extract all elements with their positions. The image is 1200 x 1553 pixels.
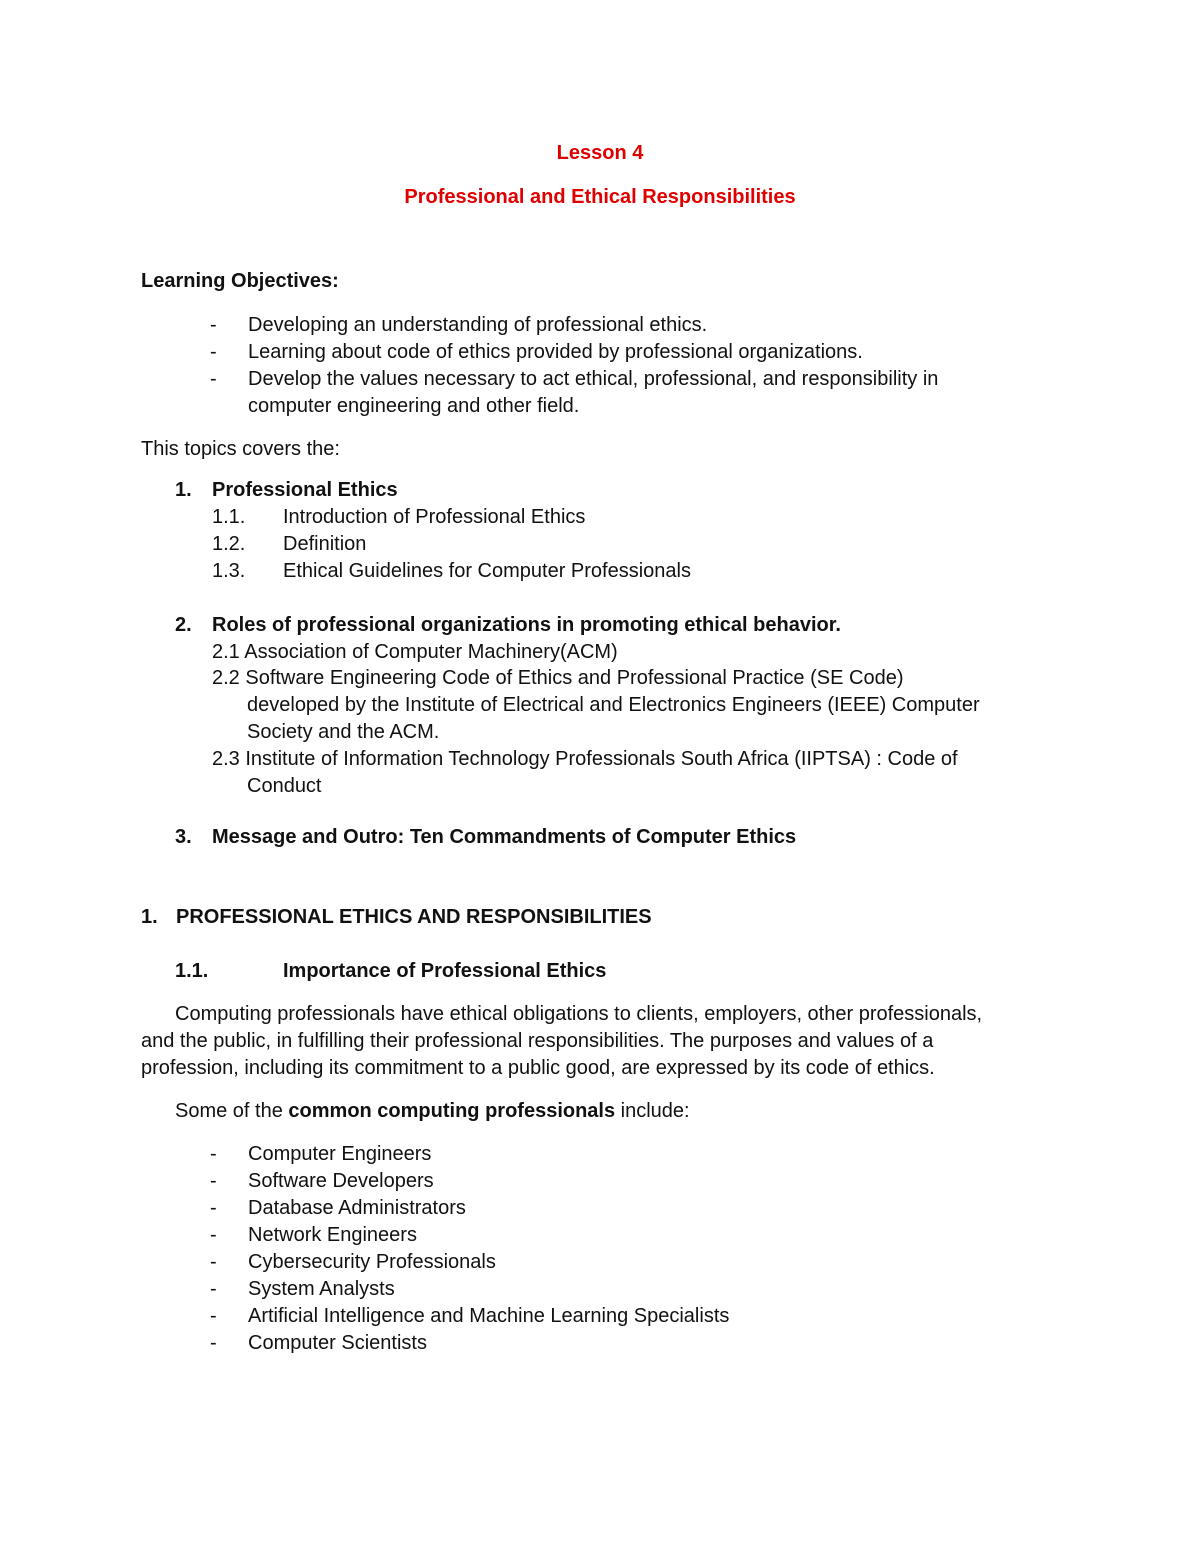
list-item: Computer Scientists [248, 1332, 427, 1354]
lesson-title: Professional and Ethical Responsibilities [404, 186, 796, 208]
subtopic-line-continued: developed by the Institute of Electrical and Electronics Engineers (IEEE) Computer [247, 694, 980, 716]
subtopic-line: 2.3 Institute of Information Technology Professionals South Africa (IIPTSA) : Code of [212, 748, 958, 770]
topic-number: 3. [175, 826, 192, 848]
objective-item: Develop the values necessary to act ethical, professional, and responsibility in [248, 368, 939, 390]
topic-number: 1. [175, 479, 192, 501]
intro-text-end: include: [615, 1100, 690, 1122]
objectives-heading: Learning Objectives: [141, 270, 339, 292]
list-item: Network Engineers [248, 1224, 417, 1246]
subtopic-number: 1.2. [212, 533, 246, 555]
subtopic-label: Ethical Guidelines for Computer Professionals [283, 560, 691, 582]
bullet-dash: - [210, 1305, 217, 1327]
topic-number: 2. [175, 614, 192, 636]
paragraph-line: Computing professionals have ethical obligations to clients, employers, other professionals, [175, 1003, 983, 1025]
subtopic-line-continued: Conduct [247, 775, 322, 797]
objective-item-continued: computer engineering and other field. [248, 395, 580, 417]
list-item: Database Administrators [248, 1197, 466, 1219]
objective-item: Developing an understanding of professional ethics. [248, 314, 708, 336]
subtopic-line: 2.1 Association of Computer Machinery(ACM) [212, 641, 618, 663]
subtopic-line-continued: Society and the ACM. [247, 721, 440, 743]
bullet-dash: - [210, 368, 217, 390]
paragraph-line: profession, including its commitment to a public good, are expressed by its code of ethics. [141, 1057, 935, 1079]
bullet-dash: - [210, 1170, 217, 1192]
topic-title: Professional Ethics [212, 479, 398, 501]
bullet-dash: - [210, 1224, 217, 1246]
subtopic-line: 2.2 Software Engineering Code of Ethics and Professional Practice (SE Code) [212, 667, 904, 689]
list-item: Cybersecurity Professionals [248, 1251, 496, 1273]
list-item: System Analysts [248, 1278, 395, 1300]
bullet-dash: - [210, 341, 217, 363]
list-item: Software Developers [248, 1170, 434, 1192]
topic-title: Message and Outro: Ten Commandments of Computer Ethics [212, 826, 797, 848]
list-item: Artificial Intelligence and Machine Learning Specialists [248, 1305, 730, 1327]
subsection-number: 1.1. [175, 960, 209, 982]
intro-text: Some of the [175, 1100, 289, 1122]
intro-bold-text: common computing professionals [288, 1100, 616, 1122]
bullet-dash: - [210, 1251, 217, 1273]
topics-intro: This topics covers the: [141, 438, 340, 460]
lesson-number: Lesson 4 [556, 142, 644, 164]
list-item: Computer Engineers [248, 1143, 432, 1165]
bullet-dash: - [210, 1278, 217, 1300]
section-heading: PROFESSIONAL ETHICS AND RESPONSIBILITIES [176, 906, 652, 928]
subtopic-number: 1.1. [212, 506, 246, 528]
subtopic-label: Introduction of Professional Ethics [283, 506, 586, 528]
bullet-dash: - [210, 1332, 217, 1354]
subtopic-number: 1.3. [212, 560, 246, 582]
topic-title: Roles of professional organizations in promoting ethical behavior. [212, 614, 841, 636]
section-number: 1. [141, 906, 158, 928]
paragraph-line: and the public, in fulfilling their professional responsibilities. The purposes and values of a [141, 1030, 934, 1052]
common-professionals-intro [175, 1099, 690, 1123]
objective-item: Learning about code of ethics provided by professional organizations. [248, 341, 863, 363]
bullet-dash: - [210, 314, 217, 336]
bullet-dash: - [210, 1143, 217, 1165]
subsection-heading: Importance of Professional Ethics [283, 960, 607, 982]
subtopic-label: Definition [283, 533, 367, 555]
bullet-dash: - [210, 1197, 217, 1219]
